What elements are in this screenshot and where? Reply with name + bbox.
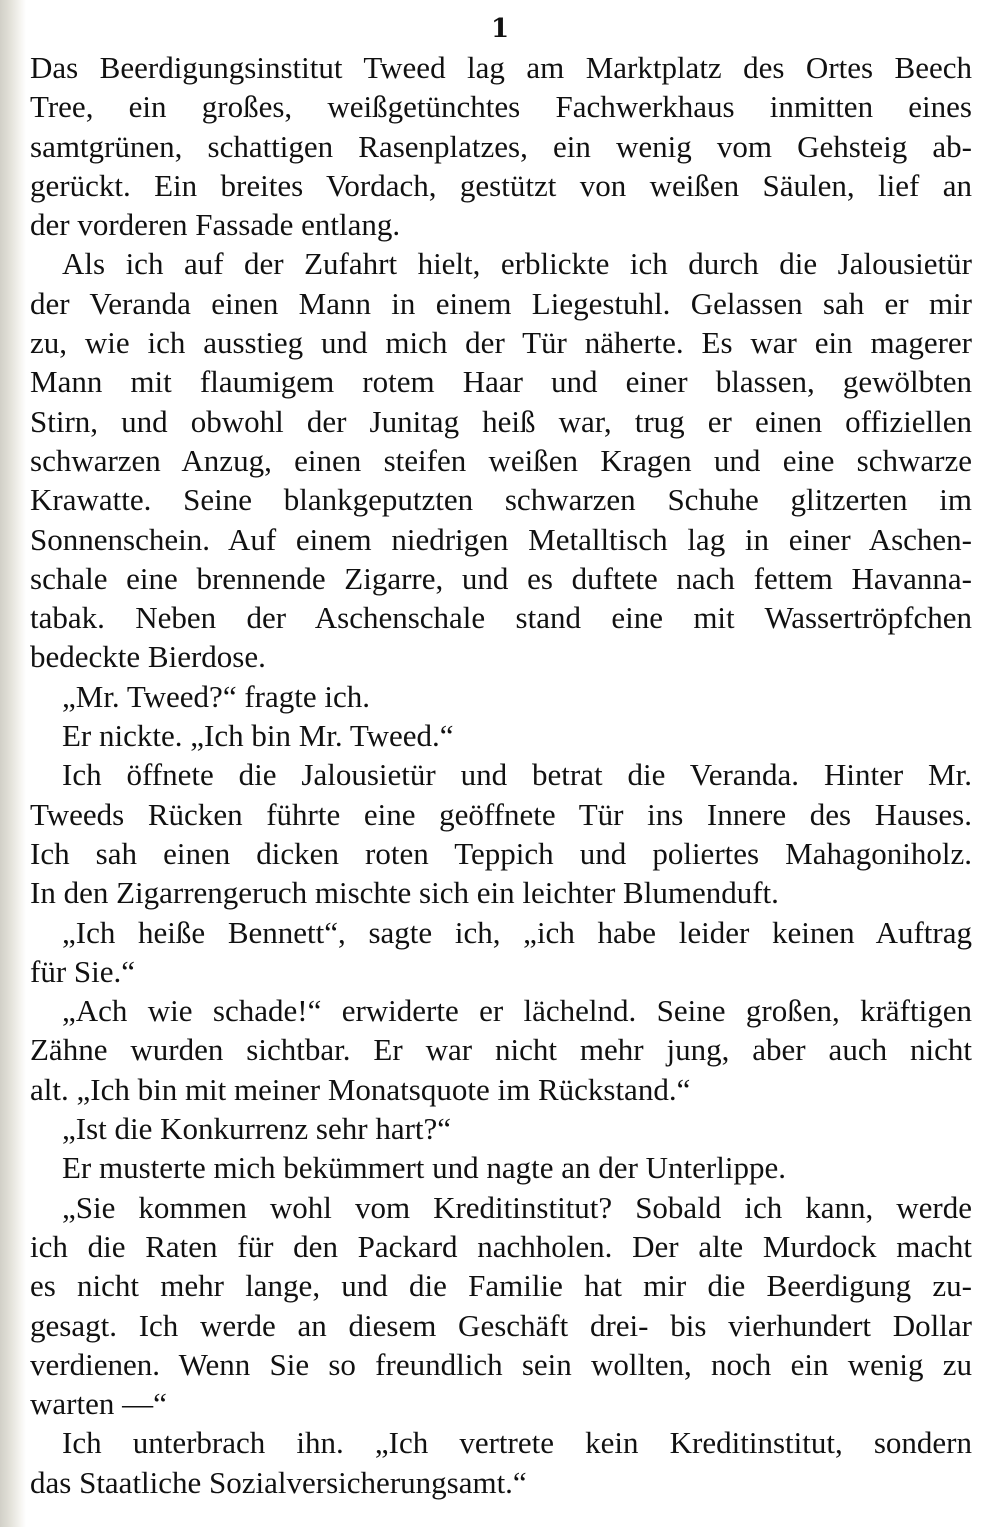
text-line: In den Zigarrengeruch mischte sich ein leichter Blumenduft. (30, 875, 779, 911)
text-line: der vorderen Fassade entlang. (30, 207, 401, 243)
text-line: gesagt. Ich werde an diesem Geschäft drei- bis vierhundert Dollar (30, 1307, 972, 1343)
body-text (30, 48, 972, 1502)
text-line: samtgrünen, schattigen Rasenplatzes, ein wenig vom Gehsteig ab- (30, 128, 972, 164)
page-number: 1 (490, 14, 510, 44)
text-line: Mann mit flaumigem rotem Haar und einer blassen, gewölbten (30, 364, 972, 400)
text-line: Tree, ein großes, weißgetünchtes Fachwerkhaus inmitten eines (30, 89, 972, 125)
text-line: Stirn, und obwohl der Junitag heiß war, trug er einen offiziellen (30, 403, 972, 439)
text-line: warten —“ (30, 1386, 167, 1422)
text-line: zu, wie ich ausstieg und mich der Tür näherte. Es war ein magerer (30, 325, 972, 361)
paragraph-start-line: Als ich auf der Zufahrt hielt, erblickte ich durch die Jalousietür (62, 246, 972, 282)
text-line: alt. „Ich bin mit meiner Monatsquote im Rückstand.“ (30, 1071, 691, 1107)
text-line: Krawatte. Seine blankgeputzten schwarzen Schuhe glitzerten im (30, 482, 972, 518)
paragraph-start-line: Ich unterbrach ihn. „Ich vertrete kein Kreditinstitut, sondern (62, 1425, 972, 1461)
paragraph-start-line: „Mr. Tweed?“ fragte ich. (62, 678, 370, 714)
text-line: Das Beerdigungsinstitut Tweed lag am Marktplatz des Ortes Beech (30, 50, 972, 85)
text-line: bedeckte Bierdose. (30, 639, 266, 675)
text-line: Ich sah einen dicken roten Teppich und poliertes Mahagoniholz. (30, 835, 972, 871)
paragraph-start-line: Er nickte. „Ich bin Mr. Tweed.“ (62, 718, 454, 754)
text-line: für Sie.“ (30, 953, 136, 989)
text-line: Tweeds Rücken führte eine geöffnete Tür ins Innere des Hauses. (30, 796, 972, 832)
text-line: schwarzen Anzug, einen steifen weißen Kragen und eine schwarze (30, 442, 972, 478)
paragraph-start-line: „Ich heiße Bennett“, sagte ich, „ich habe leider keinen Auftrag (62, 914, 972, 950)
text-line: Sonnenschein. Auf einem niedrigen Metalltisch lag in einer Aschen- (30, 521, 972, 557)
text-line: Zähne wurden sichtbar. Er war nicht mehr jung, aber auch nicht (30, 1032, 972, 1068)
text-line: tabak. Neben der Aschenschale stand eine mit Wassertröpfchen (30, 600, 972, 636)
paragraph-start-line: „Ach wie schade!“ erwiderte er lächelnd. Seine großen, kräftigen (62, 993, 972, 1029)
text-line: verdienen. Wenn Sie so freundlich sein wollten, noch ein wenig zu (30, 1346, 972, 1382)
text-line: es nicht mehr lange, und die Familie hat mir die Beerdigung zu- (30, 1268, 972, 1304)
text-line: schale eine brennende Zigarre, und es duftete nach fettem Havanna- (30, 560, 972, 596)
scan-gutter-shadow (0, 0, 26, 1527)
paragraph-start-line: Er musterte mich bekümmert und nagte an der Unterlippe. (62, 1150, 786, 1186)
text-line: gerückt. Ein breites Vordach, gestützt von weißen Säulen, lief an (30, 167, 972, 203)
text-line: das Staatliche Sozialversicherungsamt.“ (30, 1464, 527, 1500)
paragraph-start-line: Ich öffnete die Jalousietür und betrat die Veranda. Hinter Mr. (62, 757, 972, 793)
paragraph-start-line: „Ist die Konkurrenz sehr hart?“ (62, 1111, 452, 1147)
text-line: der Veranda einen Mann in einem Liegestuhl. Gelassen sah er mir (30, 285, 972, 321)
paragraph-start-line: „Sie kommen wohl vom Kreditinstitut? Sobald ich kann, werde (62, 1189, 972, 1225)
text-line: ich die Raten für den Packard nachholen. Der alte Murdock macht (30, 1228, 972, 1264)
